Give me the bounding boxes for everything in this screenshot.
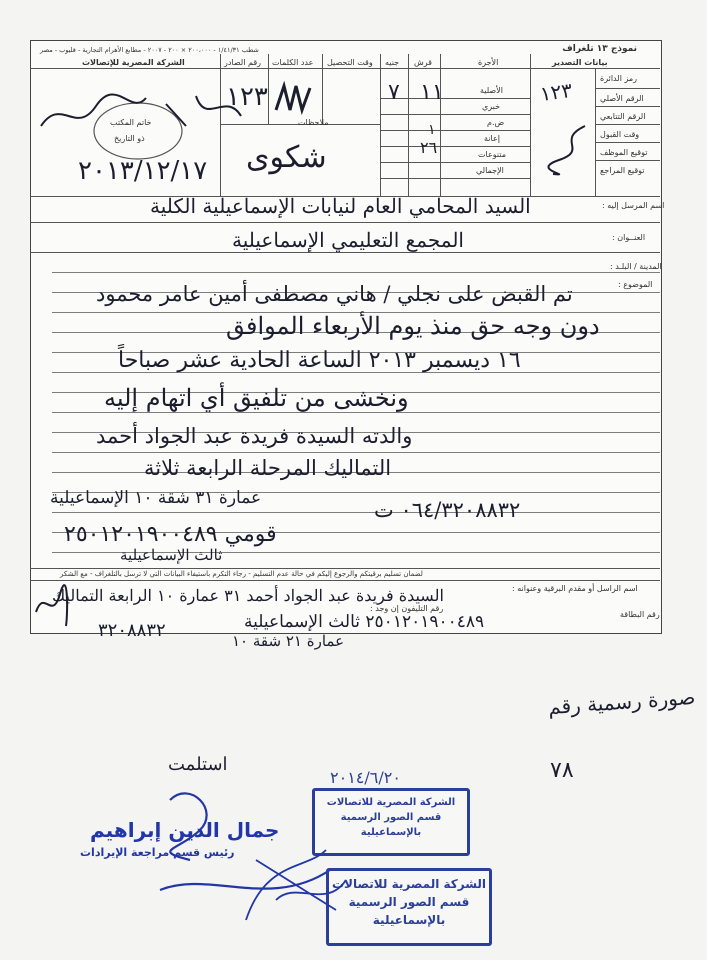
header-export-data: بيانات التصدير <box>552 58 608 67</box>
signature-name: جمال الدين إبراهيم <box>90 818 280 842</box>
lower-stamp-line-3: بالإسماعيلية <box>372 913 446 927</box>
form-model-label: نموذج ١٣ تلغراف <box>562 44 637 54</box>
circle-code-value: ١٢٣ <box>538 77 574 107</box>
page-number: ٧٨ <box>550 758 574 783</box>
label-reviewer-signature: توقيع المراجع <box>600 166 645 175</box>
fee-value-misc: ٢٦ <box>420 138 438 157</box>
subject-line-5: والدته السيدة فريدة عبد الجواد أحمد <box>96 424 413 448</box>
signature-scribble <box>545 120 595 180</box>
fee-total-label: الإجمالي <box>476 166 504 175</box>
stamp-circle-sub: ذو التاريخ <box>114 134 145 143</box>
fee-value-aid: ١ <box>428 122 436 138</box>
subject-label: الموضوع : <box>618 280 653 289</box>
stamp-signature-scrawl <box>236 840 356 940</box>
complaint-word: شكوى <box>246 140 327 175</box>
address-label: العنــوان : <box>612 233 646 242</box>
label-accept-time: وقت القبول <box>600 130 640 139</box>
outgoing-number-value: ١٢٣ <box>226 82 268 112</box>
telegram-date: ٢٠١٣/١٢/١٧ <box>78 156 208 186</box>
upper-stamp-line-1: الشركة المصرية للاتصالات <box>326 797 456 808</box>
header-scribble <box>36 86 246 146</box>
sender-label: اسم الراسل أو مقدم البرقية وعنوانه : <box>512 584 638 593</box>
fee-original-label: الأصلية <box>480 86 503 95</box>
phone-label: رقم التليفون إن وجد : <box>370 604 444 613</box>
header-outgoing-number: رقم الصادر <box>224 58 262 67</box>
label-original-number: الرقم الأصلي <box>600 94 644 103</box>
fee-value-original: ١١ <box>420 80 444 105</box>
word-count-scribble <box>272 80 316 116</box>
card-extra: عمارة ٢١ شقة ١٠ <box>232 632 345 650</box>
card-label: رقم البطاقة <box>620 610 660 619</box>
subject-line-2: دون وجه حق منذ يوم الأربعاء الموافق <box>226 312 600 340</box>
label-circle-code: رمز الدائرة <box>600 74 638 83</box>
subject-line-7: عمارة ٣١ شقة ١٠ الإسماعيلية <box>50 488 262 508</box>
header-word-count: عدد الكلمات <box>272 58 314 67</box>
fee-aid-label: إعانة <box>484 134 500 143</box>
fee-tax-label: ض.م <box>487 118 505 127</box>
header-collection-time: وقت التحصيل <box>327 58 373 67</box>
footer-notice: لضمان تسليم برقيتكم والرجوع إليكم في حالة عدم التسليم - رجاء التكرم باستيفاء البيانات التي لا ترسل بالتلغراف - مع الشكر <box>60 570 423 578</box>
sender-line-1: السيدة فريدة عبد الجواد أحمد ٣١ عمارة ١٠ الرابعة التماليك <box>52 586 444 605</box>
address-value: المجمع التعليمي الإسماعيلية <box>232 228 464 252</box>
sender-line-2: ٢٥٠١٢٠١٩٠٠٤٨٩ ثالث الإسماعيلية <box>244 612 485 632</box>
label-employee-signature: توقيع الموظف <box>600 148 648 157</box>
city-extra: ثالث الإسماعيلية <box>120 546 223 564</box>
recipient-value: السيد المحامي العام لنيابات الإسماعيلية الكلية <box>150 194 531 218</box>
stamp-date: ٢٠١٤/٦/٢٠ <box>330 768 401 787</box>
signature-title: رئيس قسم مراجعة الإيرادات <box>80 846 235 859</box>
header-pound: جنيه <box>385 58 400 67</box>
lower-stamp-line-1: الشركة المصرية للاتصالات <box>331 877 487 891</box>
sender-signature <box>32 582 72 632</box>
phone-value: ٣٢٠٨٨٣٢ <box>98 620 166 641</box>
subject-line-8: قومي ٢٥٠١٢٠١٩٠٠٤٨٩ <box>64 522 277 547</box>
header-piaster: قرش <box>414 58 433 67</box>
receive-note: استلمت <box>168 754 228 775</box>
upper-stamp-line-3: بالإسماعيلية <box>360 827 422 838</box>
phone-inline: ٠٦٤/٣٢٠٨٨٣٢ ت <box>374 498 521 522</box>
fee-news-label: خبري <box>482 102 501 111</box>
recipient-label: اسم المرسل إليه : <box>602 201 665 210</box>
fee-value-pound: ٧ <box>388 80 400 105</box>
stamp-circle-label: خاتم المكتب <box>110 118 152 127</box>
subject-line-3: ١٦ ديسمبر ٢٠١٣ الساعة الحادية عشر صباحاً <box>118 348 521 373</box>
upper-stamp-line-2: قسم الصور الرسمية <box>340 812 442 823</box>
city-label: المدينة / البلـد : <box>610 262 662 271</box>
lower-stamp-line-2: قسم الصور الرسمية <box>348 895 470 909</box>
header-fee: الأجرة <box>478 58 499 67</box>
label-sequence-number: الرقم التتابعي <box>600 112 646 121</box>
subject-line-4: ونخشى من تلفيق أي اتهام إليه <box>104 384 409 412</box>
company-name: الشركة المصرية للإتصالات <box>82 58 185 67</box>
official-copy-note: صورة رسمية رقم <box>547 684 697 720</box>
notes-label: ملاحظات <box>298 118 329 127</box>
subject-line-1: تم القبض على نجلي / هاني مصطفى أمين عامر محمود <box>96 282 573 306</box>
subject-line-6: التماليك المرحلة الرابعة ثلاثة <box>144 456 392 480</box>
printer-line: شطب ١/٤١/٣١ - ٢٠٠،٠٠٠ × ٢٠٠ - ٢٠٠٧ - مطابع الأهرام التجارية - قليوب - مصر <box>40 46 259 54</box>
fee-misc-label: متنوعات <box>478 150 506 159</box>
